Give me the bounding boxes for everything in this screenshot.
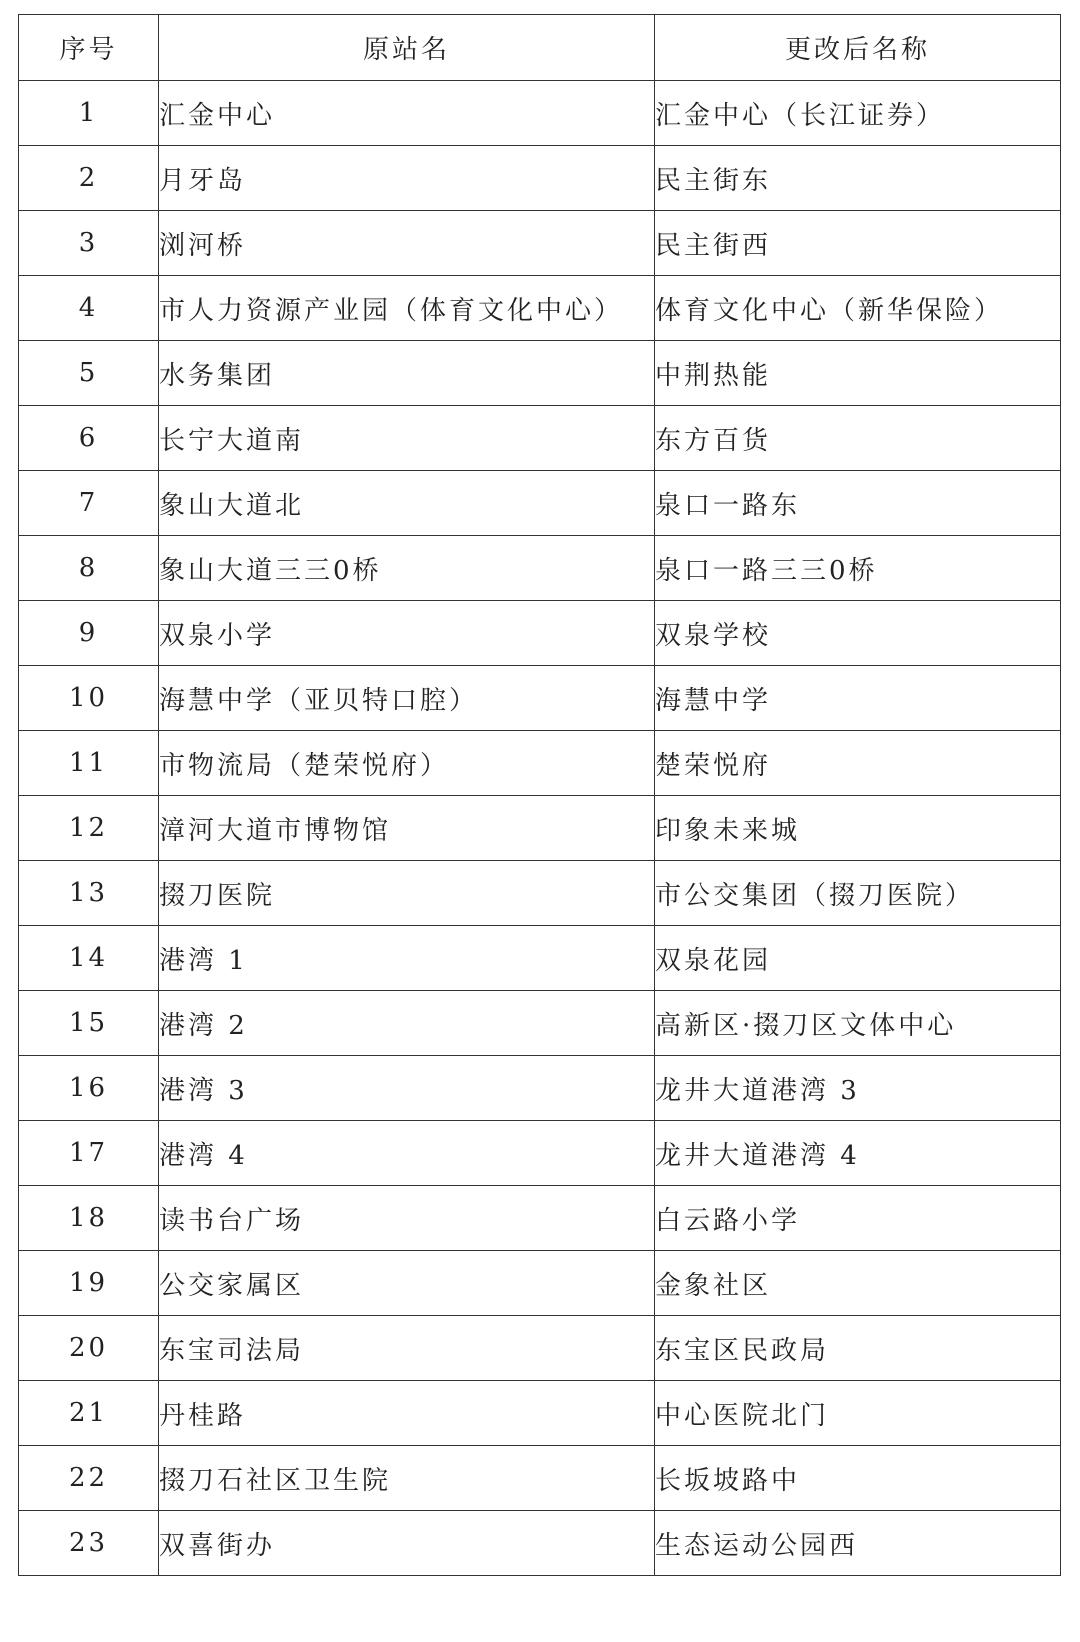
table-row [19,341,1061,406]
original-station-name: 水务集团 [159,341,655,406]
table-row [19,731,1061,796]
row-index: 15 [19,991,159,1056]
original-station-name: 港湾 2 [159,991,655,1056]
row-index: 14 [19,926,159,991]
original-station-name: 港湾 1 [159,926,655,991]
new-station-name: 白云路小学 [655,1186,1061,1251]
table-row [19,1056,1061,1121]
row-index: 11 [19,731,159,796]
original-station-name: 双喜街办 [159,1511,655,1576]
new-station-name: 长坂坡路中 [655,1446,1061,1511]
table-row [19,406,1061,471]
original-station-name: 东宝司法局 [159,1316,655,1381]
row-index: 22 [19,1446,159,1511]
new-station-name: 生态运动公园西 [655,1511,1061,1576]
table-row [19,276,1061,341]
new-station-name: 民主街西 [655,211,1061,276]
station-rename-table [18,14,1061,1576]
header-original-name: 原站名 [159,15,655,81]
new-station-name: 龙井大道港湾 4 [655,1121,1061,1186]
table-row [19,1381,1061,1446]
original-station-name: 浏河桥 [159,211,655,276]
row-index: 18 [19,1186,159,1251]
new-station-name: 高新区·掇刀区文体中心 [655,991,1061,1056]
original-station-name: 港湾 4 [159,1121,655,1186]
table-row [19,146,1061,211]
new-station-name: 汇金中心（长江证券） [655,81,1061,146]
row-index: 6 [19,406,159,471]
table-row [19,861,1061,926]
new-station-name: 泉口一路东 [655,471,1061,536]
row-index: 23 [19,1511,159,1576]
new-station-name: 双泉花园 [655,926,1061,991]
row-index: 20 [19,1316,159,1381]
original-station-name: 长宁大道南 [159,406,655,471]
original-station-name: 市物流局（楚荣悦府） [159,731,655,796]
row-index: 19 [19,1251,159,1316]
new-station-name: 楚荣悦府 [655,731,1061,796]
row-index: 9 [19,601,159,666]
new-station-name: 龙井大道港湾 3 [655,1056,1061,1121]
new-station-name: 中荆热能 [655,341,1061,406]
row-index: 5 [19,341,159,406]
header-index: 序号 [19,15,159,81]
row-index: 3 [19,211,159,276]
table-row [19,1251,1061,1316]
row-index: 8 [19,536,159,601]
row-index: 16 [19,1056,159,1121]
original-station-name: 漳河大道市博物馆 [159,796,655,861]
new-station-name: 民主街东 [655,146,1061,211]
row-index: 21 [19,1381,159,1446]
original-station-name: 象山大道三三0桥 [159,536,655,601]
header-new-name: 更改后名称 [655,15,1061,81]
new-station-name: 市公交集团（掇刀医院） [655,861,1061,926]
table-row [19,1121,1061,1186]
original-station-name: 月牙岛 [159,146,655,211]
table-row [19,991,1061,1056]
table-row [19,796,1061,861]
table-row [19,1186,1061,1251]
table-row [19,1316,1061,1381]
original-station-name: 公交家属区 [159,1251,655,1316]
original-station-name: 海慧中学（亚贝特口腔） [159,666,655,731]
table-row [19,471,1061,536]
new-station-name: 东宝区民政局 [655,1316,1061,1381]
row-index: 10 [19,666,159,731]
new-station-name: 泉口一路三三0桥 [655,536,1061,601]
original-station-name: 象山大道北 [159,471,655,536]
original-station-name: 掇刀医院 [159,861,655,926]
original-station-name: 丹桂路 [159,1381,655,1446]
row-index: 1 [19,81,159,146]
row-index: 7 [19,471,159,536]
table-row [19,81,1061,146]
row-index: 2 [19,146,159,211]
new-station-name: 印象未来城 [655,796,1061,861]
table-row [19,211,1061,276]
row-index: 4 [19,276,159,341]
table-body [19,81,1061,1576]
new-station-name: 海慧中学 [655,666,1061,731]
original-station-name: 市人力资源产业园（体育文化中心） [159,276,655,341]
row-index: 12 [19,796,159,861]
new-station-name: 金象社区 [655,1251,1061,1316]
table-header-row [19,15,1061,81]
new-station-name: 东方百货 [655,406,1061,471]
table-row [19,601,1061,666]
table-row [19,536,1061,601]
new-station-name: 中心医院北门 [655,1381,1061,1446]
original-station-name: 汇金中心 [159,81,655,146]
original-station-name: 双泉小学 [159,601,655,666]
original-station-name: 掇刀石社区卫生院 [159,1446,655,1511]
original-station-name: 港湾 3 [159,1056,655,1121]
row-index: 17 [19,1121,159,1186]
new-station-name: 体育文化中心（新华保险） [655,276,1061,341]
table-row [19,1511,1061,1576]
table-row [19,926,1061,991]
new-station-name: 双泉学校 [655,601,1061,666]
table-row [19,1446,1061,1511]
table-row [19,666,1061,731]
original-station-name: 读书台广场 [159,1186,655,1251]
row-index: 13 [19,861,159,926]
